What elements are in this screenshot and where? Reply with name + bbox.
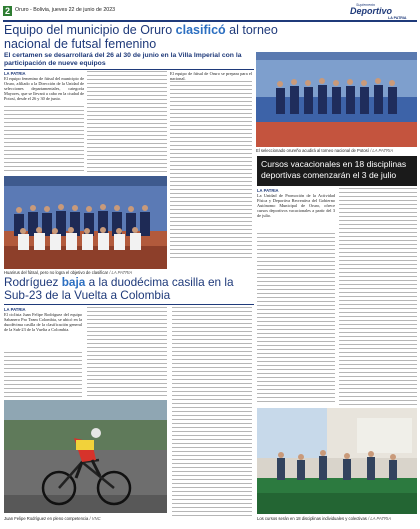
article1-lead: El equipo femenino de fútsal del municipio de Oruro, afiliado a la Dirección de la Unidad de selecciones departamentales, categoría Mayores, que se llevará a cabo en la ciudad de Potosí, desde el 26 y 30 de junio. (4, 76, 84, 101)
article3-rule (4, 304, 254, 305)
cyclist-photo-caption-text: Juan Felipe Rodríguez en pleno competencia (4, 516, 89, 521)
article1-headline-highlight: clasificó (175, 23, 226, 37)
cyclist-photo (4, 400, 167, 513)
article1-col3-body (170, 81, 252, 259)
article3-byline: LA PATRIA (4, 307, 26, 312)
article3-headline (4, 276, 254, 302)
cyclist-photo-caption (4, 516, 101, 521)
article1-headline-pre: Equipo del municipio de Oruro (4, 23, 173, 37)
gym-photo-caption (256, 148, 393, 153)
article3-col2-text (87, 307, 167, 397)
team-photo-caption-text: Huarirus del fútsal, pero no logra el objetivo de clasificar (4, 270, 109, 275)
page-number: 2 (4, 6, 10, 16)
classroom-photo-caption-text: Los cursos serán en 18 disciplinas individuales y colectivas (257, 516, 367, 521)
article3-headline-post: a la duodécima casilla en la Sub-23 de la Vuelta a Colombia (4, 275, 234, 302)
classroom-photo-drawing (257, 408, 417, 514)
article1-col2-text (87, 71, 167, 174)
article2-col2-text (339, 188, 417, 405)
article3-headline-pre: Rodríguez (4, 275, 59, 289)
classroom-photo-caption (257, 516, 391, 521)
classroom-photo-credit: / LA PATRIA (368, 516, 392, 521)
article1-col1-text (4, 106, 84, 174)
gym-photo-caption-text: El seleccionado orureño acudirá al torneo nacional de Potosí (256, 148, 369, 153)
classroom-photo (257, 408, 417, 514)
article3-col3-text (172, 307, 252, 517)
team-photo-credit: / LA PATRIA (109, 270, 133, 275)
newspaper-name: LA PATRIA (388, 16, 407, 20)
article3-col1-text (4, 352, 82, 397)
article3-headline-highlight: baja (61, 275, 86, 289)
article2-col1-text (257, 233, 335, 405)
page-number-badge (3, 6, 12, 16)
team-photo-drawing (4, 176, 167, 269)
cyclist-photo-drawing (4, 400, 167, 513)
dateline: Oruro - Bolivia, jueves 22 de junio de 2023 (15, 7, 116, 13)
article1-rule (4, 69, 254, 70)
gym-photo (256, 52, 417, 147)
article1-col3-text: El equipo de fútsal de Oruro se prepara para el nacional. (170, 71, 252, 81)
article1-headline (4, 23, 304, 51)
gym-photo-drawing (256, 52, 417, 147)
supplement-name: Deportivo (350, 6, 393, 16)
article3-lead: El ciclista Juan Felipe Rodríguez del equipo Sabanero Pro Team Colombia, se ubicó en la duodécima casilla de la clasificación general de la Sub-23 de la Vuelta a Colombia. (4, 312, 82, 332)
article1-headline-post: al torneo nacional de futsal femenino (4, 23, 278, 51)
supplement-label: Suplemento (356, 3, 376, 7)
article1-byline: LA PATRIA (4, 71, 26, 76)
gym-photo-credit: / LA PATRIA (370, 148, 394, 153)
cyclist-photo-credit: / VNC (89, 516, 101, 521)
article2-headline: Cursos vacacionales en 18 disciplinas deportivas comenzarán el 3 de julio (257, 156, 417, 186)
team-photo (4, 176, 167, 269)
article2-byline: LA PATRIA (257, 188, 279, 193)
article1-deck: El certamen se desarrollará del 26 al 30 de junio en la Villa Imperial con la participación de nueve equipos (4, 52, 242, 67)
article2-lead: La Unidad de Promoción de la Actividad Física y Deportiva Recreativa del Gobierno Autónomo Municipal de Oruro, ofrece cursos deportivos vacacionales a partir del 3 de julio. (257, 193, 335, 218)
header-rule (3, 20, 417, 22)
